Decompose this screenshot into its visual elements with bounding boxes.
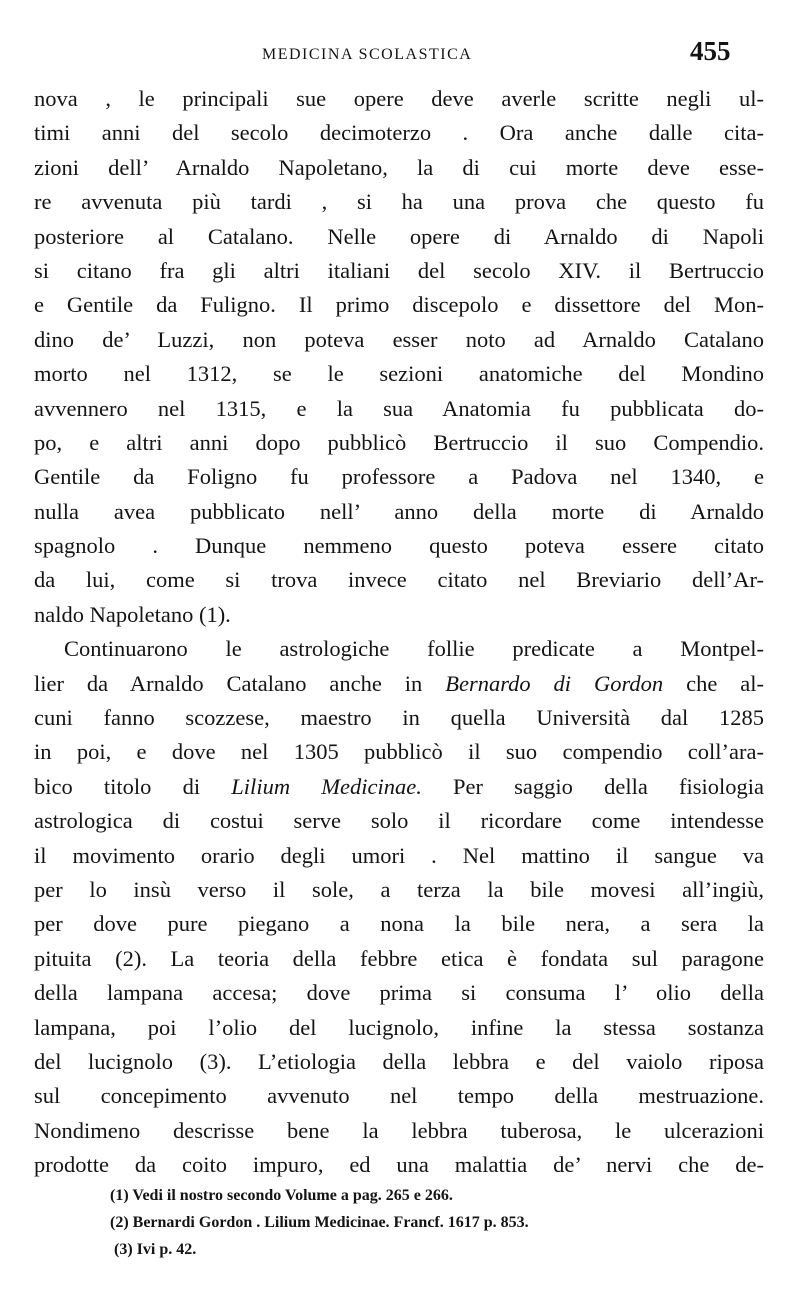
text-line: re avvenuta più tardi , si ha una prova che questo fu xyxy=(34,189,764,215)
text-line: dino de’ Luzzi, non poteva esser noto ad Arnaldo Catalano xyxy=(34,326,764,352)
text-line: nulla avea pubblicato nell’ anno della morte di Arnaldo xyxy=(34,498,764,524)
text-line: per lo insù verso il sole, a terza la bile movesi all’ingiù, xyxy=(34,876,764,902)
footnote: (3) Ivi p. 42. xyxy=(114,1241,197,1258)
text-line: in poi, e dove nel 1305 pubblicò il suo compendio coll’ara- xyxy=(34,739,764,765)
text-line: timi anni del secolo decimoterzo . Ora anche dalle cita- xyxy=(34,120,764,146)
text-line xyxy=(34,770,764,804)
text-line: naldo Napoletano (1). xyxy=(34,601,231,627)
text-line: nova , le principali sue opere deve averle scritte negli ul- xyxy=(34,86,764,111)
text-line: si citano fra gli altri italiani del secolo XIV. il Bertruccio xyxy=(34,257,764,283)
text-line: avvennero nel 1315, e la sua Anatomia fu pubblicata do- xyxy=(34,395,764,421)
text-line: del lucignolo (3). L’etiologia della lebbra e del vaiolo riposa xyxy=(34,1048,764,1074)
text-line xyxy=(34,667,764,701)
text-line: pituita (2). La teoria della febbre etica è fondata sul paragone xyxy=(34,945,764,971)
running-head xyxy=(0,36,800,66)
text-line: della lampana accesa; dove prima si consuma l’ olio della xyxy=(34,980,764,1006)
text-line: Gentile da Foligno fu professore a Padova nel 1340, e xyxy=(34,464,764,490)
footnotes xyxy=(110,1182,770,1263)
text-line: Continuarono le astrologiche follie predicate a Montpel- xyxy=(64,636,764,662)
text-run: lier da Arnaldo Catalano anche in xyxy=(34,670,446,696)
body-text xyxy=(34,82,764,1183)
text-line: lampana, poi l’olio del lucignolo, infine la stessa sostanza xyxy=(34,1014,764,1040)
text-line: morto nel 1312, se le sezioni anatomiche del Mondino xyxy=(34,361,764,387)
text-line: sul concepimento avvenuto nel tempo della mestruazione. xyxy=(34,1083,764,1109)
footnote: (2) Bernardi Gordon . Lilium Medicinae. Francf. 1617 p. 853. xyxy=(110,1214,529,1231)
italic-title: Lilium Medicinae. xyxy=(231,773,422,799)
text-line: zioni dell’ Arnaldo Napoletano, la di cui morte deve esse- xyxy=(34,154,764,180)
text-line: po, e altri anni dopo pubblicò Bertruccio il suo Compendio. xyxy=(34,429,764,455)
text-line: cuni fanno scozzese, maestro in quella Università dal 1285 xyxy=(34,705,764,731)
text-line: il movimento orario degli umori . Nel mattino il sangue va xyxy=(34,842,764,868)
text-line: da lui, come si trova invece citato nel Breviario dell’Ar- xyxy=(34,567,764,593)
text-line: Nondimeno descrisse bene la lebbra tuberosa, le ulcerazioni xyxy=(34,1117,764,1143)
text-line: spagnolo . Dunque nemmeno questo poteva essere citato xyxy=(34,533,764,559)
running-head-title: MEDICINA SCOLASTICA xyxy=(262,46,473,63)
text-line: per dove pure piegano a nona la bile nera, a sera la xyxy=(34,911,764,937)
page-number: 455 xyxy=(690,36,731,66)
text-line: astrologica di costui serve solo il ricordare come intendesse xyxy=(34,808,764,834)
footnote: (1) Vedi il nostro secondo Volume a pag. 265 e 266. xyxy=(110,1187,453,1204)
text-line: posteriore al Catalano. Nelle opere di Arnaldo di Napoli xyxy=(34,223,764,249)
text-run: che al- xyxy=(663,670,764,696)
italic-name: Bernardo di Gordon xyxy=(445,670,664,696)
text-line: e Gentile da Fuligno. Il primo discepolo e dissettore del Mon- xyxy=(34,292,764,318)
text-run: Per saggio della fisiologia xyxy=(421,773,764,799)
text-run: bico titolo di xyxy=(34,773,232,799)
text-line: prodotte da coito impuro, ed una malattia de’ nervi che de- xyxy=(34,1152,764,1178)
